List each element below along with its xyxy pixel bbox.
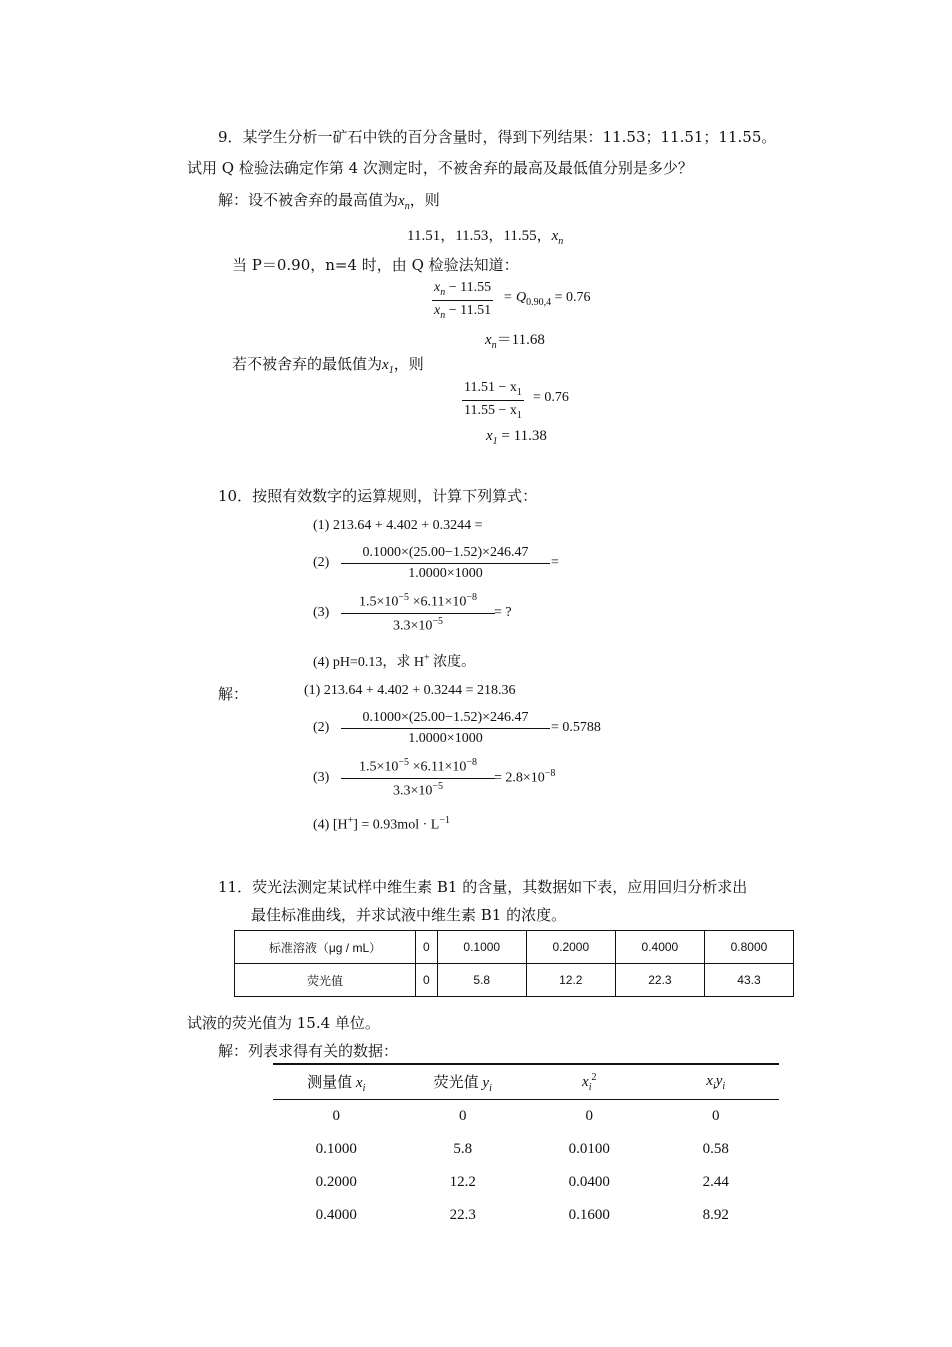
table-cell: 0.2000 (315, 1174, 357, 1190)
table-cell: 0 (712, 1108, 720, 1124)
q10-problem-3-label: (3) (313, 605, 330, 620)
table-cell: 8.92 (702, 1207, 729, 1223)
q11-sample-value: 试液的荧光值为 15.4 单位。 (187, 1014, 380, 1032)
table-cell: 标准溶液（μg / mL） (235, 931, 416, 964)
q10-problem-1: (1) 213.64 + 4.402 + 0.3244 = (313, 518, 483, 533)
q9-line1: 9．某学生分析一矿石中铁的百分含量时，得到下列结果：11.53；11.51；11.55。 (218, 128, 777, 146)
table-cell: 0 (585, 1108, 593, 1124)
q9-x1-result: $x_1 = 11.38$ (486, 428, 547, 447)
q10-solution-3-label: (3) (313, 770, 330, 785)
table-cell: 12.2 (449, 1174, 476, 1190)
q9-condition: 当 P＝0.90，n=4 时，由 Q 检验法知道： (232, 256, 519, 274)
q10-solution-3-eq: = $2.8\times 10^{-8}$ (494, 768, 556, 786)
table-cell: 0.8000 (704, 931, 793, 964)
q10-solution-2-label: (2) (313, 720, 330, 735)
q11-solution: 解：列表求得有关的数据： (218, 1042, 399, 1060)
table-header-row (273, 1064, 779, 1100)
table-cell: 0.1000 (437, 931, 526, 964)
q10-problem-2-label: (2) (313, 555, 330, 570)
table-row (273, 1166, 779, 1199)
table-cell: 0 (459, 1108, 467, 1124)
table-cell: 0.58 (702, 1141, 729, 1157)
q9-equation-1: $\frac{x_n - 11.55}{x_n - 11.51}$ (434, 280, 492, 321)
q11-line2: 最佳标准曲线，并求试液中维生素 B1 的浓度。 (251, 906, 567, 924)
table-cell: 43.3 (704, 964, 793, 997)
standard-solution-table (234, 930, 794, 997)
table-cell: 5.8 (453, 1141, 473, 1157)
q9-solution-intro: 解：设不被舍弃的最高值为$x_n$，则 (218, 191, 440, 212)
q10-solution-3-fraction: $\frac{1.5\times 10^{-5} \times 6.11\times 10^{-8}}{3.3\times 10^{-5}}$ (343, 757, 493, 799)
table-cell: 0.0100 (568, 1141, 610, 1157)
table-row (273, 1199, 779, 1232)
q9-line2: 试用 Q 检验法确定作第 4 次测定时，不被舍弃的最高及最低值分别是多少？ (187, 159, 693, 177)
table-cell: 0.2000 (526, 931, 615, 964)
table-row (235, 931, 794, 964)
q11-line1: 11．荧光法测定某试样中维生素 B1 的含量，其数据如下表，应用回归分析求出 (218, 878, 748, 896)
q10-solution-2-fraction: $\frac{0.1000\times(25.00-1.52)\times 246.47}{1.0000\times 1000}$ (343, 710, 548, 747)
table-cell: 荧光值 (235, 964, 416, 997)
q10-problem-2-eq: = (551, 555, 559, 570)
q10-solution-2-eq: = 0.5788 (551, 720, 601, 735)
table-cell: 0.4000 (315, 1207, 357, 1223)
q10-problem-4: (4) pH=0.13，求 H+ 浓度。 (313, 652, 476, 670)
table-cell: 0.1600 (568, 1207, 610, 1223)
q9-equation-2: $\frac{11.51 - x_1}{11.55 - x_1}$ (464, 380, 522, 421)
column-header: $x_iy_i$ (653, 1064, 780, 1100)
q10-solution-4: (4) $[H^+] = 0.93mol \cdot L^{-1}$ (313, 815, 450, 833)
q9-xn-result: $x_n=11.68$ (485, 332, 545, 351)
table-cell: 0 (332, 1108, 340, 1124)
table-row (235, 964, 794, 997)
table-cell: 22.3 (615, 964, 704, 997)
q10-title: 10．按照有效数字的运算规则，计算下列算式： (218, 487, 538, 505)
column-header: 荧光值 $y_i$ (400, 1064, 527, 1100)
q9-equation-1-rhs: = $Q_{0.90,4} = 0.76$ (503, 290, 591, 308)
q10-problem-3-eq: = ? (494, 605, 512, 620)
q10-solution-label: 解： (218, 685, 249, 703)
table-cell: 22.3 (449, 1207, 476, 1223)
q9-equation-2-rhs: = 0.76 (533, 390, 569, 405)
table-cell: 0 (416, 964, 438, 997)
column-header: $x_i^2$ (526, 1064, 653, 1100)
table-cell: 2.44 (702, 1174, 729, 1190)
q10-problem-3-fraction: $\frac{1.5\times 10^{-5} \times 6.11\times 10^{-8}}{3.3\times 10^{-5}}$ (343, 592, 493, 634)
table-cell: 0.0400 (568, 1174, 610, 1190)
q9-series: 11.51，11.53，11.55，$x_n$ (407, 228, 564, 247)
q9-lowest-intro: 若不被舍弃的最低值为$x_1$，则 (232, 355, 424, 376)
q10-problem-2-fraction: $\frac{0.1000\times(25.00-1.52)\times 246.47}{1.0000\times 1000}$ (343, 545, 548, 582)
regression-data-table (273, 1063, 779, 1232)
column-header: 测量值 $x_i$ (273, 1064, 400, 1100)
table-cell: 0.4000 (615, 931, 704, 964)
table-row (273, 1133, 779, 1166)
table-cell: 5.8 (437, 964, 526, 997)
table-cell: 12.2 (526, 964, 615, 997)
table-cell: 0.1000 (315, 1141, 357, 1157)
q10-solution-1: (1) 213.64 + 4.402 + 0.3244 = 218.36 (304, 683, 516, 698)
table-row (273, 1100, 779, 1134)
table-cell: 0 (416, 931, 438, 964)
